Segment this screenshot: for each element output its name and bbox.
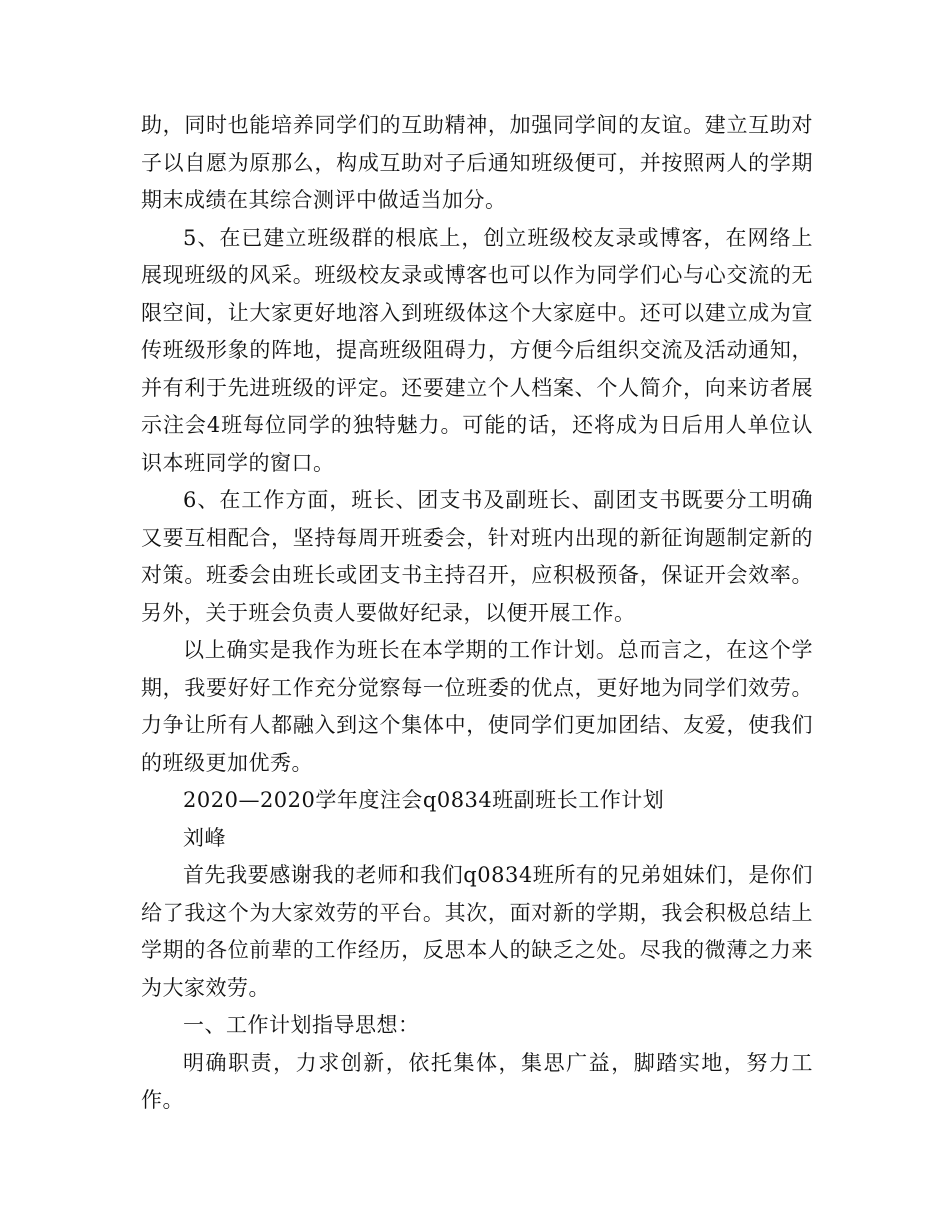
paragraph-continuation: 助，同时也能培养同学们的互助精神，加强同学间的友谊。建立互助对子以自愿为原那么，构成互助对子后通知班级便可，并按照两人的学期期末成绩在其综合测评中做适当加分。 (141, 113, 813, 212)
author-name: 刘峰 (183, 825, 226, 850)
section-title: 2020—2020学年度注会q0834班副班长工作计划 (183, 788, 665, 812)
heading-guiding-thought: 一、工作计划指导思想： (183, 1013, 420, 1037)
paragraph-summary: 以上确实是我作为班长在本学期的工作计划。总而言之，在这个学期，我要好好工作充分觉察每一位班委的优点，更好地为同学们效劳。力争让所有人都融入到这个集体中，使同学们更加团结、友爱，使我们的班级更加优秀。 (141, 638, 813, 775)
document-body (141, 107, 813, 1120)
paragraph-intro: 首先我要感谢我的老师和我们q0834班所有的兄弟姐妹们，是你们给了我这个为大家效劳的平台。其次，面对新的学期，我会积极总结上学期的各位前辈的工作经历，反思本人的缺乏之处。尽我的微薄之力来为大家效劳。 (141, 863, 813, 1000)
paragraph-principles: 明确职责，力求创新，依托集体，集思广益，脚踏实地，努力工作。 (141, 1050, 813, 1112)
paragraph-item-5: 5、在已建立班级群的根底上，创立班级校友录或博客，在网络上展现班级的风采。班级校友录或博客也可以作为同学们心与心交流的无限空间，让大家更好地溶入到班级体这个大家庭中。还可以建立成为宣传班级形象的阵地，提高班级阻碍力，方便今后组织交流及活动通知，并有利于先进班级的评定。还要建立个人档案、个人简介，向来访者展示注会4班每位同学的独特魅力。可能的话，还将成为日后用人单位认识本班同学的窗口。 (141, 225, 813, 475)
paragraph-item-6: 6、在工作方面，班长、团支书及副班长、副团支书既要分工明确又要互相配合，坚持每周开班委会，针对班内出现的新征询题制定新的对策。班委会由班长或团支书主持召开，应积极预备，保证开会效率。另外，关于班会负责人要做好纪录，以便开展工作。 (141, 488, 813, 625)
